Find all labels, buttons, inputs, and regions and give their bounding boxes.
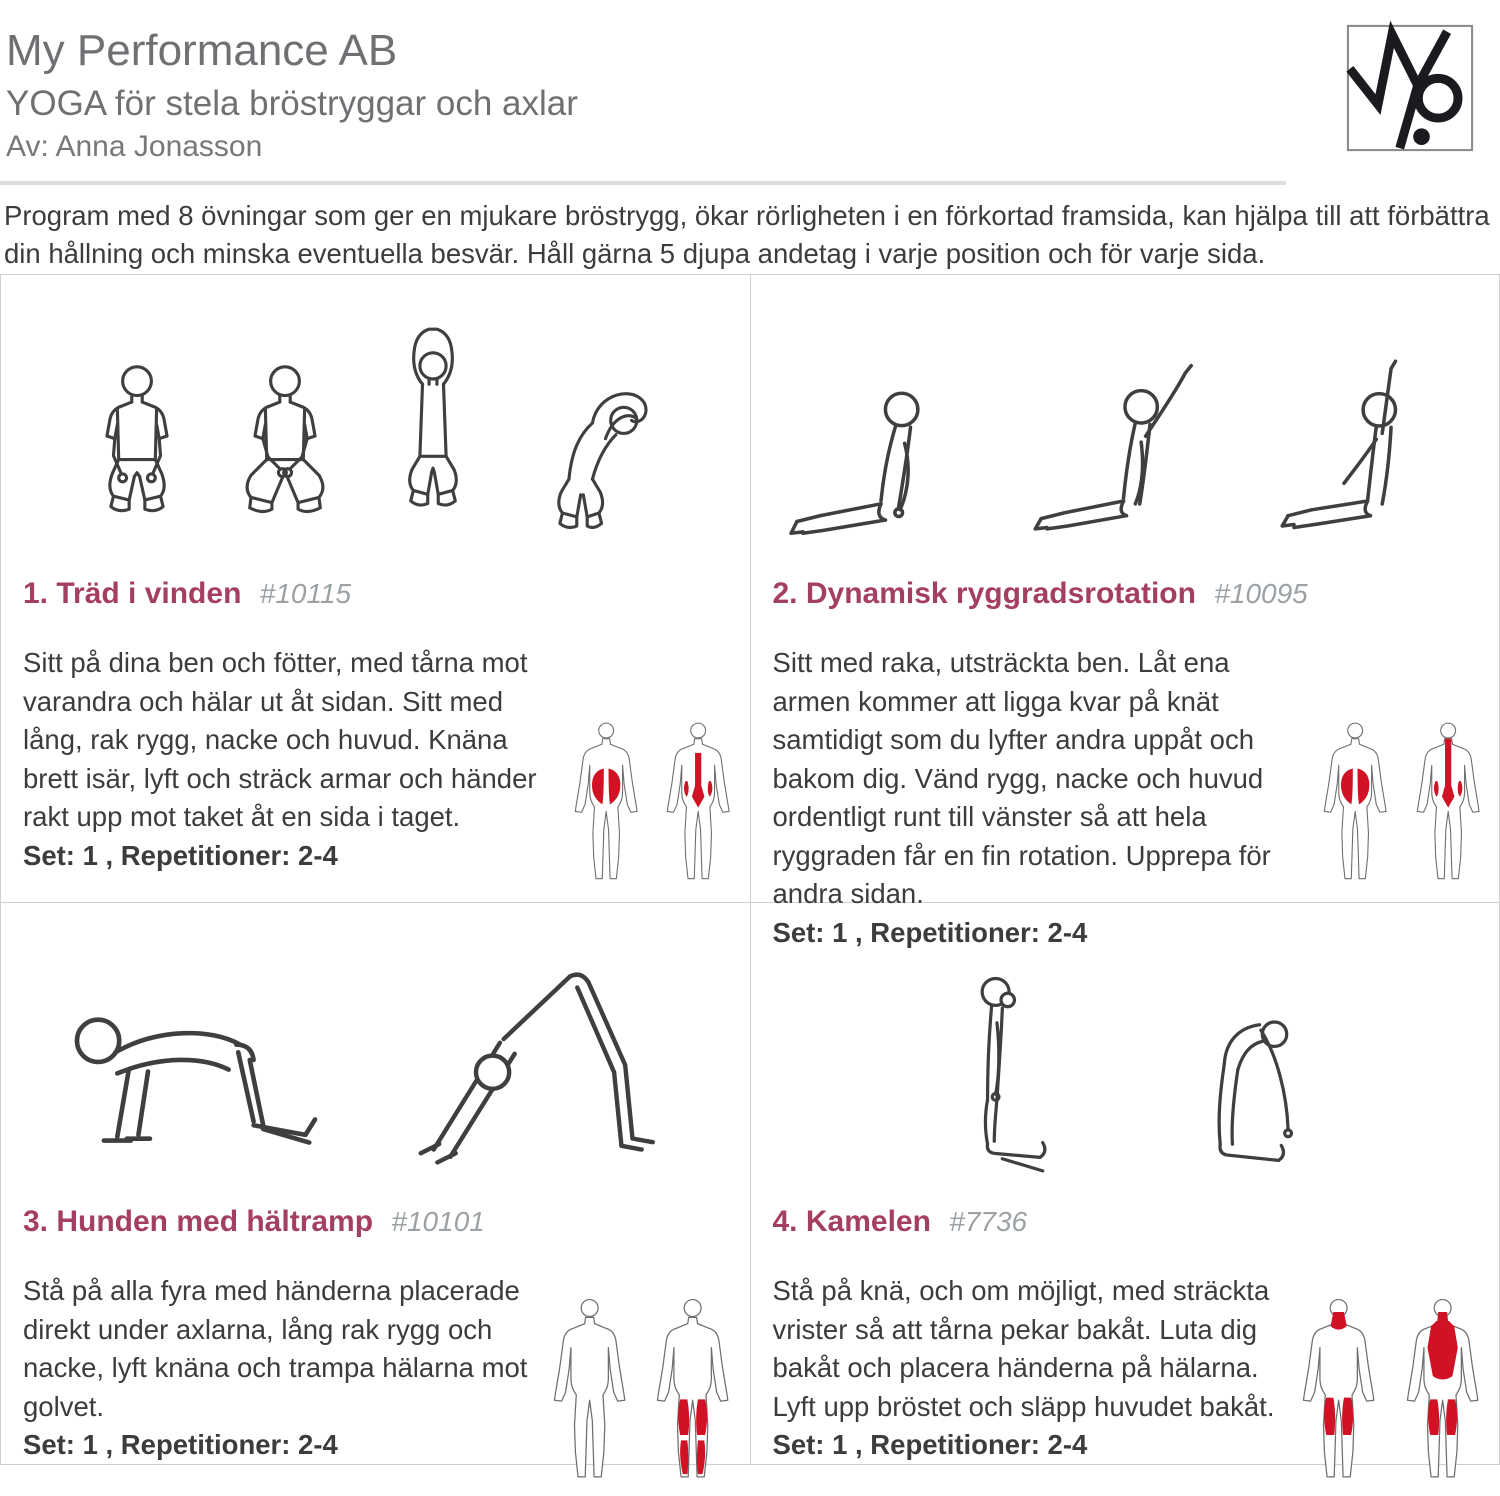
exercise-description: Stå på alla fyra med händerna placerade direkt under axlarna, lång rak rygg och nacke, lyft knäna och trampa hälarna mot golvet. [23, 1275, 528, 1422]
pose-camel-backbend [1170, 979, 1322, 1179]
pose-sit-long-legs [785, 377, 977, 551]
exercise-2-illustration [751, 275, 1500, 551]
author-line: Av: Anna Jonasson [6, 129, 263, 163]
muscle-figure-front [567, 720, 645, 892]
pose-sit-arm-raised [1029, 348, 1221, 551]
muscle-diagram [1294, 1296, 1487, 1492]
exercise-4-title-row [773, 1205, 1500, 1238]
muscle-figure-front [1294, 1296, 1383, 1492]
exercise-4-body [773, 1272, 1492, 1465]
pose-kneel-knees-wide [226, 355, 344, 551]
exercise-sets: Set: 1 , Repetitioner: 2-4 [23, 1429, 338, 1461]
exercise-sets: Set: 1 , Repetitioner: 2-4 [23, 839, 338, 871]
muscle-figure-back [1398, 1296, 1487, 1492]
pose-kneel-side-bend [522, 355, 672, 551]
exercise-description: Sitt på dina ben och fötter, med tårna mot varandra och hälar ut åt sidan. Sitt med lång, rak rygg, nacke och huvud. Knäna brett isär, lyft och sträck armar och händer rakt upp mot taket åt en sida i taget. [23, 647, 537, 833]
exercise-1-illustration [1, 275, 750, 551]
intro-text: Program med 8 övningar som ger en mjukare bröstrygg, ökar rörligheten i en förkortad framsida, kan hjälpa till att förbättra din hållning och minska eventuella besvär. Håll gärna 5 djupa andetag i varje position och för varje sida. [4, 199, 1490, 269]
exercise-1-body [23, 644, 742, 875]
exercise-3-title-row [23, 1205, 750, 1238]
exercise-1-title-row [23, 577, 750, 610]
exercise-title: 1. Träd i vinden [23, 577, 242, 611]
exercise-id: #10115 [259, 578, 352, 610]
exercise-sets: Set: 1 , Repetitioner: 2-4 [772, 916, 1088, 948]
exercise-4-illustration [751, 903, 1500, 1179]
pose-downward-dog [404, 947, 699, 1179]
exercise-id: #10095 [1214, 578, 1308, 610]
exercise-description: Stå på knä, och om möjligt, med sträckta vrister så att tårna pekar bakåt. Luta dig bakåt och placera händerna på hälarna. Lyft upp bröstet och släpp huvudet bakåt. [772, 1275, 1275, 1422]
pose-kneel-upright [927, 969, 1075, 1179]
exercise-3-body [23, 1272, 742, 1465]
exercise-card-1 [1, 275, 751, 903]
muscle-figure-back [648, 1296, 737, 1492]
company-name: My Performance AB [6, 26, 398, 75]
exercise-3-illustration [1, 903, 750, 1179]
exercise-2-title-row [773, 577, 1500, 610]
muscle-figure-back [1409, 720, 1487, 892]
header-divider [0, 181, 1286, 185]
muscle-diagram [567, 720, 738, 892]
exercise-id: #10101 [391, 1206, 485, 1238]
exercise-title: 4. Kamelen [772, 1205, 931, 1239]
muscle-diagram [1316, 720, 1487, 892]
muscle-figure-front [545, 1296, 634, 1492]
myb-logo-icon [1346, 24, 1474, 152]
exercise-title: 2. Dynamisk ryggradsrotation [772, 577, 1196, 611]
exercise-card-4 [751, 903, 1500, 1465]
exercise-id: #7736 [949, 1206, 1028, 1238]
pose-all-fours [52, 964, 340, 1179]
exercise-description: Sitt med raka, utsträckta ben. Låt ena armen kommer att ligga kvar på knät samtidigt som du lyfter andra uppåt och bakom dig. Vänd rygg, nacke och huvud ordentligt runt till vänster så att hela ryggraden får en fin rotation. Upprepa för andra sidan. [772, 647, 1271, 910]
document-header [0, 0, 1500, 165]
pose-sit-twist-arm-up [1273, 348, 1465, 551]
muscle-figure-front [1316, 720, 1394, 892]
muscle-diagram [545, 1296, 738, 1492]
program-title: YOGA för stela bröstryggar och axlar [6, 83, 578, 123]
exercise-title: 3. Hunden med hältramp [23, 1205, 374, 1239]
exercise-card-2 [751, 275, 1500, 948]
pose-kneel-arms-overhead [374, 325, 492, 551]
muscle-figure-back [659, 720, 737, 892]
exercise-sets: Set: 1 , Repetitioner: 2-4 [772, 1429, 1088, 1461]
pose-kneel-arms-down [78, 355, 196, 551]
exercise-grid [0, 274, 1500, 1465]
exercise-card-3 [1, 903, 751, 1465]
